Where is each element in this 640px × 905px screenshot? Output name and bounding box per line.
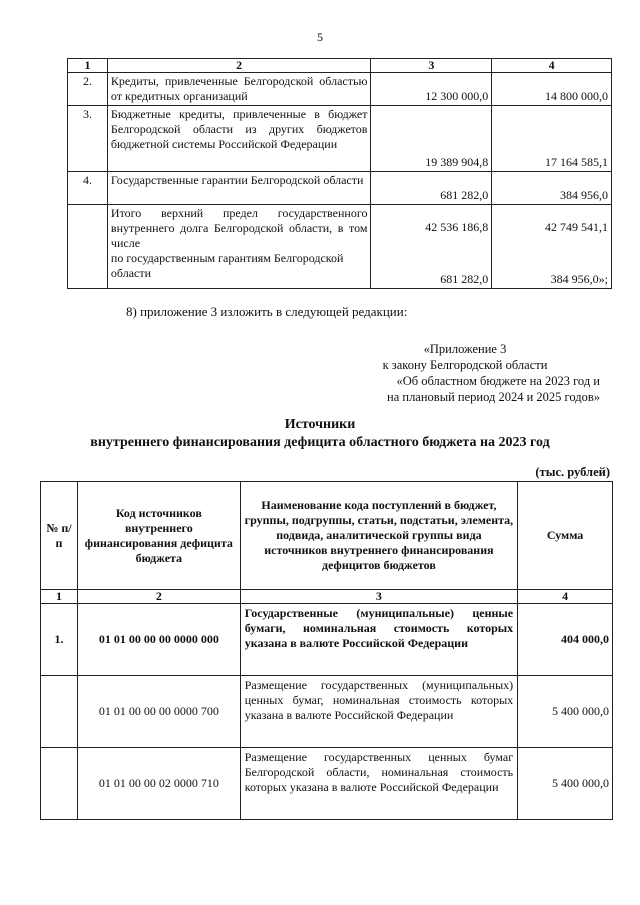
row-number — [68, 205, 108, 289]
column-number: 2 — [77, 590, 240, 604]
appendix-reference — [330, 341, 600, 405]
table-header-row — [41, 482, 613, 590]
row-value-2024: 17 164 585,1 — [492, 106, 612, 172]
row-code: 01 01 00 00 02 0000 710 — [77, 748, 240, 820]
appendix-line: «Приложение 3 — [423, 342, 507, 356]
row-number: 4. — [68, 172, 108, 205]
table-row — [68, 73, 612, 106]
total-value-2023 — [371, 205, 492, 289]
financing-sources-table — [40, 481, 613, 820]
header-cell: 2 — [107, 59, 371, 73]
total-value-2024 — [492, 205, 612, 289]
row-name: Размещение государственных ценных бумаг Белгородской области, номинальная стоимость которых указана в валюте Российской Федерации — [240, 748, 517, 820]
row-number: 2. — [68, 73, 108, 106]
row-code: 01 01 00 00 00 0000 000 — [77, 604, 240, 676]
column-number-row — [41, 590, 613, 604]
row-value-2023: 12 300 000,0 — [371, 73, 492, 106]
table-row — [68, 172, 612, 205]
row-sum: 5 400 000,0 — [518, 676, 613, 748]
appendix-line: на плановый период 2024 и 2025 годов» — [387, 390, 600, 404]
guarantees-amount: 384 956,0»; — [550, 272, 608, 286]
header-cell: 3 — [371, 59, 492, 73]
table-row — [41, 676, 613, 748]
row-name: Государственные (муниципальные) ценные бумаги, номинальная стоимость которых указана в валюте Российской Федерации — [240, 604, 517, 676]
header-num: № п/п — [41, 482, 78, 590]
table-row — [68, 106, 612, 172]
amendment-paragraph: 8) приложение 3 изложить в следующей редакции: — [126, 304, 408, 319]
document-subtitle: внутреннего финансирования дефицита областного бюджета на 2023 год — [90, 435, 550, 450]
row-code: 01 01 00 00 00 0000 700 — [77, 676, 240, 748]
column-number: 3 — [240, 590, 517, 604]
row-value-2023: 681 282,0 — [371, 172, 492, 205]
row-description: Бюджетные кредиты, привлеченные в бюджет Белгородской области из других бюджетов бюджетной системы Российской Федерации — [107, 106, 371, 172]
header-cell: 4 — [492, 59, 612, 73]
header-name: Наименование кода поступлений в бюджет, группы, подгруппы, статьи, подстатьи, элемента, подвида, аналитической группы вида источников внутреннего финансирования дефицитов бюджетов — [240, 482, 517, 590]
row-name: Размещение государственных (муниципальных) ценных бумаг, номинальная стоимость которых указана в валюте Российской Федерации — [240, 676, 517, 748]
row-number: 1. — [41, 604, 78, 676]
total-description: Итого верхний предел государственного внутреннего долга Белгородской области, в том числе — [110, 206, 368, 250]
column-number: 1 — [41, 590, 78, 604]
row-sum: 404 000,0 — [518, 604, 613, 676]
row-value-2024: 14 800 000,0 — [492, 73, 612, 106]
header-code: Код источников внутреннего финансирования дефицита бюджета — [77, 482, 240, 590]
table-row — [41, 604, 613, 676]
table-total-row — [68, 205, 612, 289]
header-sum: Сумма — [518, 482, 613, 590]
row-number — [41, 748, 78, 820]
guarantees-description: по государственным гарантиям Белгородской области — [110, 251, 344, 280]
row-description — [107, 205, 371, 289]
appendix-line: «Об областном бюджете на 2023 год и — [396, 374, 600, 388]
appendix-line: к закону Белгородской области — [382, 358, 548, 372]
total-amount: 42 536 186,8 — [425, 220, 489, 234]
debt-limit-table — [67, 58, 612, 289]
document-title: Источники — [284, 417, 356, 432]
header-cell: 1 — [68, 59, 108, 73]
column-number: 4 — [518, 590, 613, 604]
page-number: 5 — [317, 30, 323, 44]
table-header-row — [68, 59, 612, 73]
row-description: Государственные гарантии Белгородской области — [107, 172, 371, 205]
unit-label: (тыс. рублей) — [535, 465, 610, 479]
row-number: 3. — [68, 106, 108, 172]
row-description: Кредиты, привлеченные Белгородской областью от кредитных организаций — [107, 73, 371, 106]
guarantees-amount: 681 282,0 — [440, 272, 489, 286]
row-value-2024: 384 956,0 — [492, 172, 612, 205]
row-number — [41, 676, 78, 748]
total-amount: 42 749 541,1 — [545, 220, 608, 234]
table-row — [41, 748, 613, 820]
row-sum: 5 400 000,0 — [518, 748, 613, 820]
row-value-2023: 19 389 904,8 — [371, 106, 492, 172]
